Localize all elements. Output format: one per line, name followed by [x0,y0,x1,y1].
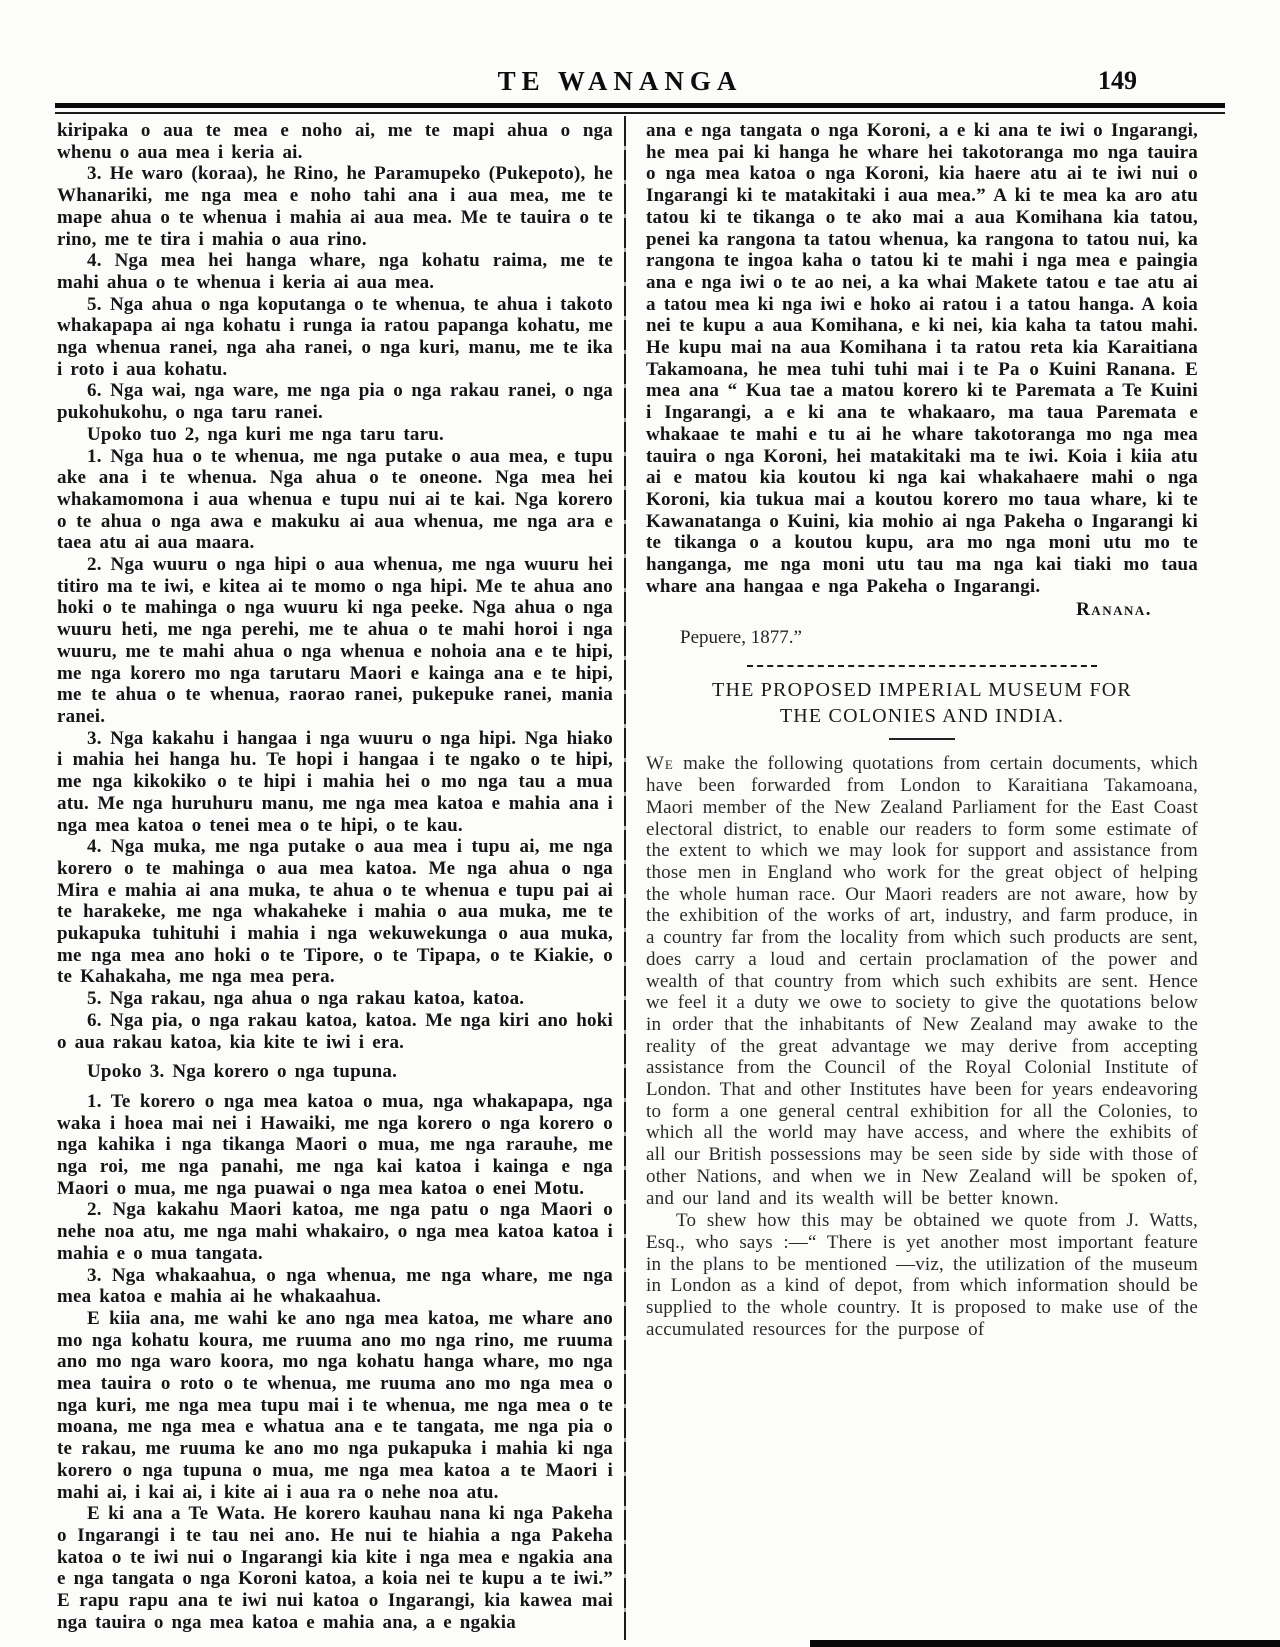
article-divider-rule [747,665,1097,667]
maori-paragraph: 6. Nga wai, nga ware, me nga pia o nga rakau ranei, o nga pukohukohu, o nga taru ranei. [57,380,613,424]
small-caps-lead: We [646,753,674,775]
english-paragraph: To shew how this may be obtained we quote from J. Watts, Esq., who says :—“ There is yet another most important feature in the plans to be mentioned —viz, the utilization of the museum in London as a kind of depot, from which information should be supplied to the whole country. It is proposed to make use of the accumulated resources for the purpose of [646,1210,1198,1340]
maori-paragraph: 1. Nga hua o te whenua, me nga putake o aua mea, e tupu ake ana i te whenua. Nga ahua o te oneone. Nga mea hei whakamomona i aua whenua e tupu nui ai te kai. Nga korero o te ahua o nga awa e makuku ai aua whenua, me nga ara e taea atu ai aua maara. [57,445,613,554]
english-article-body [646,753,1198,1340]
header-rule-thin [55,112,1225,114]
maori-paragraph: E ki ana a Te Wata. He korero kauhau nana ki nga Pakeha o Ingarangi i te tau nei ano. He nui te hiahia a nga Pakeha katoa o te iwi nui o Ingarangi kia kite i nga mea e ngakia ana e nga tangata o nga Koroni katoa, a koia nei te kupu a te iwi.” E rapu rapu ana te iwi nui katoa o Ingarangi, kia kawea mai nga tauira o nga mea katoa e mahia ana, a e ngakia [57,1503,613,1633]
maori-paragraph: 3. Nga kakahu i hangaa i nga wuuru o nga hipi. Nga hiako i mahia hei hanga hu. Te hopi i hangaa i te ngako o te hipi, me nga kikokiko o te hipi i mahia hei o mo nga tau a mua atu. Me nga huruhuru manu, me nga mea katoa e mahia ana i nga mea katoa o tenei mea o te hipi, o te kau. [57,727,613,836]
english-paragraph: We make the following quotations from certain documents, which have been forwarded from London to Karaitiana Takamoana, Maori member of the New Zealand Parliament for the East Coast electoral district, to enable our readers to form some estimate of the extent to which we may look for support and assistance from those men in England who work for the great object of helping the whole human race. Our Maori readers are not aware, how by the exhibition of the works of art, industry, and farm produce, in a country far from the locality from which such products are sent, does carry a loud and certain proclamation of the power and wealth of that country from which such exhibits are sent. Hence we feel it a duty we owe to society to give the quotations below in order that the inhabitants of New Zealand may awake to the reality of the great advantage we may derive from accepting assistance from the Council of the Royal Colonial Institute of London. That and other Institutes have been for years endeavoring to form a one general central exhibition for all the Colonies, to which all the world may have access, and where the exhibits of all our British possessions may be seen side by side with those of other Nations, and when we in New Zealand will be spoken of, and our land and its wealth will be better known. [646,753,1198,1209]
maori-paragraph: Upoko tuo 2, nga kuri me nga taru taru. [87,423,444,445]
article-title-line2: THE COLONIES AND INDIA. [779,705,1065,728]
maori-paragraph: 3. Nga whakaahua, o nga whenua, me nga whare, me nga mea katoa e mahia ai he whakaahua. [57,1264,613,1308]
maori-paragraph: 4. Nga muka, me nga putake o aua mea i tupu ai, me nga korero o te mahinga o aua mea katoa. Me nga ahua o nga Mira e mahia ai ana muka, te ahua o te whenua e tupu pai ai te harakeke, me nga whakaheke i mahia o aua muka, me te pukapuka tuhituhi i mahia i nga wekuwekunga o aua muka, me nga mea ano hoki o te Tipore, o te Tipapa, o te Kiakie, o te Kahakaha, me nga mea pera. [57,836,613,988]
maori-paragraph: 3. He waro (koraa), he Rino, he Paramupeko (Pukepoto), he Whanariki, me nga mea e noho tahi ana i aua mea, me te mape ahua o te whenua i mahia ai aua mea. Me te tauira o te rino, me te tira i mahia o aua rino. [57,163,613,250]
left-column [57,120,613,1634]
maori-paragraph: 1. Te korero o nga mea katoa o mua, nga whakapapa, nga waka i hoea mai nei i Hawaiki, me nga korero o nga korero o nga kahika i nga tikanga Maori o mua, me nga rarauhe, me nga roi, me nga panahi, me nga kai katoa i kainga e nga Maori o mua, me nga puawai o nga mea katoa o enei Motu. [57,1090,613,1199]
maori-paragraph: Upoko 3. Nga korero o nga tupuna. [87,1061,398,1083]
maori-paragraph: 2. Nga kakahu Maori katoa, me nga patu o nga Maori o nehe noa atu, me nga mahi whakairo, o nga mea katoa katoa i mahia e o mua tangata. [57,1199,613,1264]
header-rule-thick [55,103,1225,108]
maori-paragraph: ana e nga tangata o nga Koroni, a e ki ana te iwi o Ingarangi, he mea pai ki hanga he whare hei takotoranga mo nga tauira o nga mea katoa o nga Koroni, kia haere atu ai te iwi nui o Ingarangi ki te matakitaki i aua mea.” A ki te mea ka aro atu tatou ki te tikanga o te ako mai a aua Komihana kia tatou, penei ka rangona ta tatou whenua, ka rangona to tatou nui, ka rangona te ingoa kaha o tatou ki te mahi i nga mea e paingia ana e nga iwi o te ao nei, a ka whai Makete tatou e tae atu ai a tatou mea ki nga iwi e hoko ai ratou i a tatou hanga. A koia nei te kupu a aua Komihana, e ki nei, kia kaha ta tatou mahi. He kupu mai na aua Komihana i ta ratou reta kia Karaitiana Takamoana, he mea tuhi tuhi mai i te Pa o Kuini Ranana. E mea ana “ Kua tae a matou korero ki te Paremata a Te Kuini i Ingarangi, a e ki ana te whakaaro, ma taua Paremata e whakaae te mahi e tu ai he whare takotoranga mo nga mea tauira o nga Koroni, hei matakitaki ma te iwi. Koia i kiia atu ai e matou kia koutou ki nga kai whakahaere mahi o nga Koroni, kia tukua mai a koutou korero mo taua whare, ki te Kawanatanga o Kuini, kia mohio ai nga Pakeha o Ingarangi ki te tikanga o a koutou kupu, ara mo nga moni utu mo te hanganga, me nga moni utu tau ma nga kai tiaki mo taua whare ana hangaa e nga Pakeha o Ingarangi. [646,120,1198,597]
column-divider-rule [624,116,626,1640]
article-title-line1: THE PROPOSED IMPERIAL MUSEUM FOR [712,679,1132,702]
page-number: 149 [1098,66,1137,95]
dateline: Pepuere, 1877.” [680,627,802,649]
maori-paragraph: 5. Nga ahua o nga koputanga o te whenua, te ahua i takoto whakapapa ai nga kohatu i runga ia ratou papanga kohatu, me nga whenua ranei, nga aha ranei, o nga kuri, manu, me te ika i roto i aua kohatu. [57,293,613,380]
right-column [646,120,1198,1340]
maori-paragraph: kiripaka o aua te mea e noho ai, me te mapi ahua o nga whenu o aua mea i keria ai. [57,120,613,163]
maori-paragraph: 5. Nga rakau, nga ahua o nga rakau katoa, katoa. [87,988,525,1010]
maori-paragraph: 2. Nga wuuru o nga hipi o aua whenua, me nga wuuru hei titiro ma te iwi, e kitea ai te momo o nga hipi. Me te ahua ano hoki o te mahinga o nga wuuru ki nga peeke. Nga ahua o nga wuuru heti, me nga perehi, me te ahua o te mahi horoi i nga wuuru, me te mahi ahua o nga whenua e nohoia ana e te hipi, me nga korero mo nga tarutaru Maori e kainga ana e te hipi, me te ahua o te whenua, raorao ranei, pukepuke ranei, mania ranei. [57,554,613,727]
title-underline-rule [889,738,955,740]
maori-paragraph: 6. Nga pia, o nga rakau katoa, katoa. Me nga kiri ano hoki o aua rakau katoa, kia kite te iwi i era. [57,1009,613,1053]
signature-ranana: Ranana. [1076,599,1152,621]
maori-article-continuation [646,120,1198,597]
masthead-title: TE WANANGA [497,66,743,96]
maori-paragraph: E kiia ana, me wahi ke ano nga mea katoa, me whare ano mo nga kohatu koura, me ruuma ano mo nga rino, me ruuma ano mo nga waro koora, mo nga kohatu hanga whare, mo nga mea tauira o roto o te whenua, me ruuma ano mo nga mea o nga kuri, me nga mea tupu mai i te whenua, me nga mea o te moana, me nga mea e whatua ana e te tangata, me nga pia o te rakau, me ruuma ke ano mo nga pukapuka i mahia ki nga korero o nga tupuna o mua, me nga mea katoa a te Maori i mahi ai, i kai ai, i kite ai i aua ra o nehe noa atu. [57,1307,613,1503]
scan-artifact-bar [810,1640,1280,1647]
maori-paragraph: 4. Nga mea hei hanga whare, nga kohatu raima, me te mahi ahua o te whenua i keria ai aua mea. [57,250,613,293]
